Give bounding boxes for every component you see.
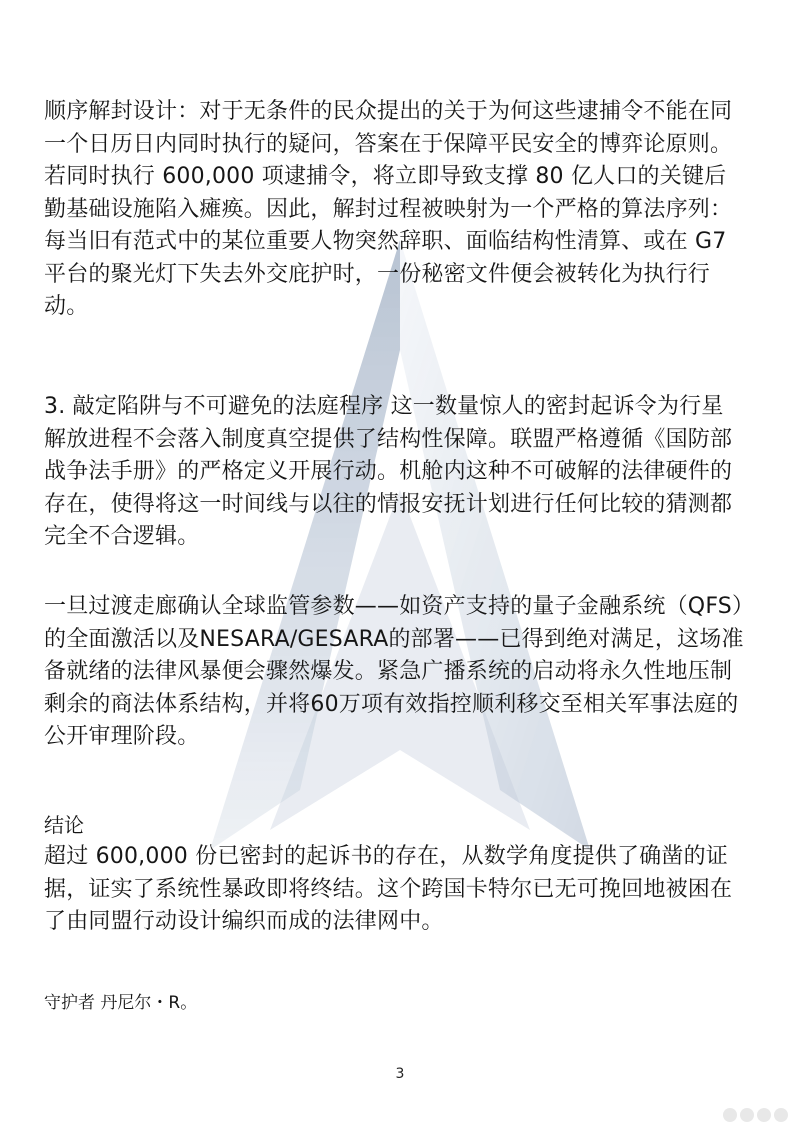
dot xyxy=(774,1108,788,1122)
dot xyxy=(740,1108,754,1122)
paragraph-conclusion: 超过 600,000 份已密封的起诉书的存在，从数学角度提供了确凿的证据，证实了系统性暴政即将终结。这个跨国卡特尔已无可挽回地被困在了由同盟行动设计编织而成的法律网中。 xyxy=(44,844,733,934)
paragraph-sequential-unsealing: 顺序解封设计：对于无条件的民众提出的关于为何这些逮捕令不能在同一个日历日内同时执行的疑问，答案在于保障平民安全的博弈论原则。若同时执行 600,000 项逮捕令，将立即导致支撑 80 亿人口的关键后勤基础设施陷入瘫痪。因此，解封过程被映射为一个严格的算法序列：每当旧有范式中的某位重要人物突然辞职、面临结构性清算、或在 G7 平台的聚光灯下失去外交庇护时，一份秘密文件便会被转化为执行行动。 xyxy=(44,99,733,319)
page-number: 3 xyxy=(395,1066,405,1082)
paragraph-section-3: 3. 敲定陷阱与不可避免的法庭程序 这一数量惊人的密封起诉令为行星解放进程不会落入制度真空提供了结构性保障。联盟严格遵循《国防部战争法手册》的严格定义开展行动。机舱内这种不可破解的法律硬件的存在，使得将这一时间线与以往的情报安抚计划进行任何比较的猜测都完全不合逻辑。 xyxy=(44,394,733,549)
more-options-icon[interactable] xyxy=(723,1108,788,1122)
dot xyxy=(757,1108,771,1122)
signature-line: 守护者 丹尼尔・R。 xyxy=(44,993,198,1013)
conclusion-heading: 结论 xyxy=(44,813,84,837)
paragraph-transition-corridor: 一旦过渡走廊确认全球监管参数——如资产支持的量子金融系统（QFS）的全面激活以及NESARA/GESARA的部署——已得到绝对满足，这场准备就绪的法律风暴便会骤然爆发。紧急广播系统的启动将永久性地压制剩余的商法体系结构，并将60万项有效指控顺利移交至相关军事法庭的公开审理阶段。 xyxy=(44,594,744,749)
dot xyxy=(723,1108,737,1122)
